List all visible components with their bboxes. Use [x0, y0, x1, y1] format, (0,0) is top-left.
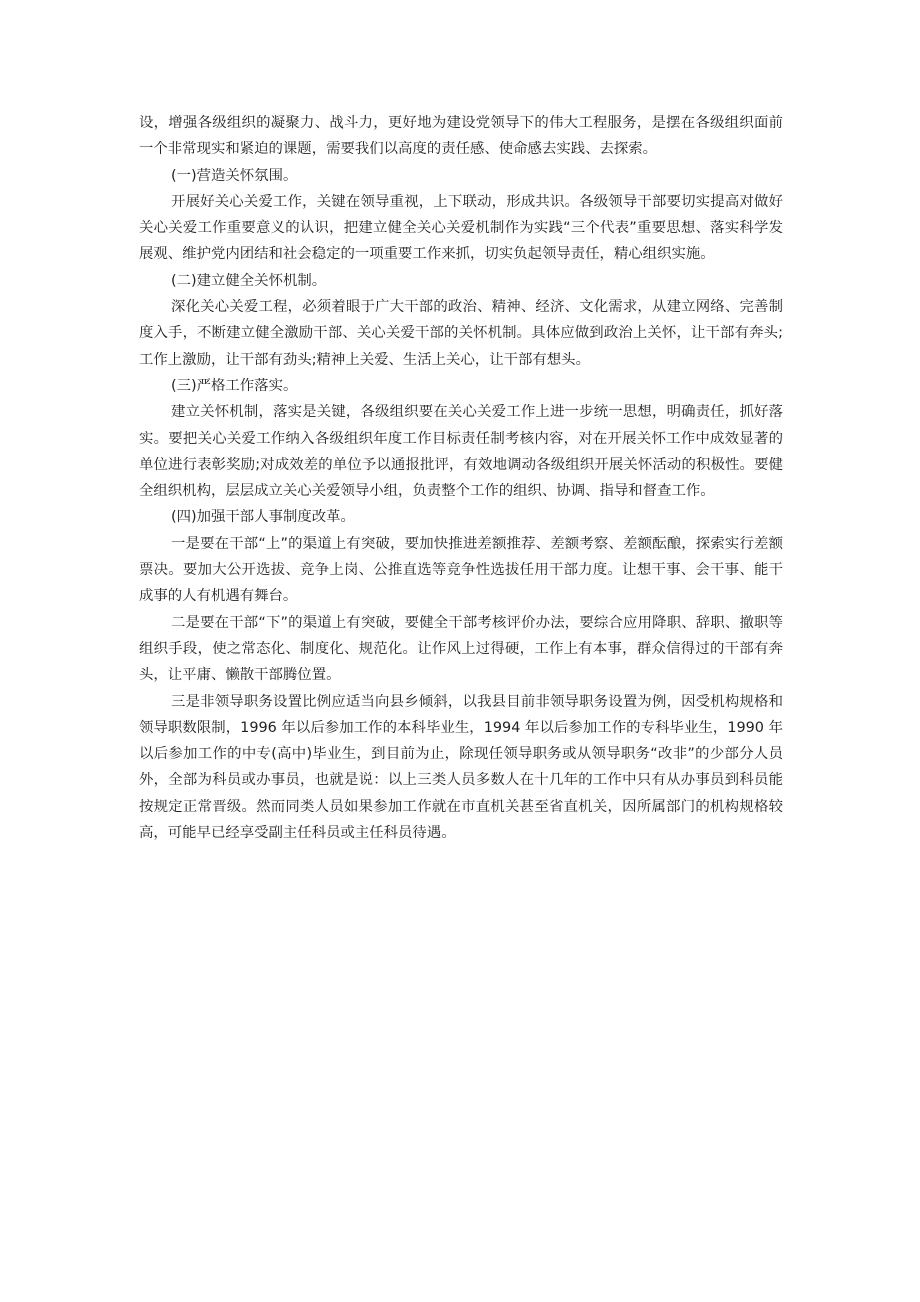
paragraph-section-3: 建立关怀机制，落实是关键，各级组织要在关心关爱工作上进一步统一思想，明确责任，抓好落实。要把关心关爱工作纳入各级组织年度工作目标责任制考核内容，对在开展关怀工作中成效显著的单位进行表彰奖励;对成效差的单位予以通报批评，有效地调动各级组织开展关怀活动的积极性。要健全组织机构，层层成立关心关爱领导小组，负责整个工作的组织、协调、指导和督查工作。 [139, 404, 783, 500]
section-heading-2: (二)建立健全关怀机制。 [171, 272, 327, 289]
paragraph-section-4-part-2: 二是要在干部“下”的渠道上有突破，要健全干部考核评价办法，要综合应用降职、辞职、撤职等组织手段，使之常态化、制度化、规范化。让作风上过得硬，工作上有本事，群众信得过的干部有奔头，让平庸、懒散干部腾位置。 [139, 614, 783, 684]
paragraph-intro: 设，增强各级组织的凝聚力、战斗力，更好地为建设党领导下的伟大工程服务，是摆在各级组织面前一个非常现实和紧迫的课题，需要我们以高度的责任感、使命感去实践、去探索。 [139, 115, 783, 158]
section-heading-3: (三)严格工作落实。 [171, 377, 298, 394]
section-heading-4: (四)加强干部人事制度改革。 [171, 509, 355, 526]
paragraph-section-2: 深化关心关爱工程，必须着眼于广大干部的政治、精神、经济、文化需求，从建立网络、完善制度入手，不断建立健全激励干部、关心关爱干部的关怀机制。具体应做到政治上关怀，让干部有奔头;工作上激励，让干部有劲头;精神上关爱、生活上关心，让干部有想头。 [139, 299, 783, 368]
paragraph-section-4-part-1: 一是要在干部“上”的渠道上有突破，要加快推进差额推荐、差额考察、差额酝酿，探索实行差额票决。要加大公开选拔、竞争上岗、公推直选等竞争性选拔任用干部力度。让想干事、会干事、能干成事的人有机遇有舞台。 [139, 535, 783, 605]
document-body [139, 110, 783, 846]
paragraph-section-4-part-3: 三是非领导职务设置比例应适当向县乡倾斜，以我县目前非领导职务设置为例，因受机构规格和领导职数限制，1996 年以后参加工作的本科毕业生，1994 年以后参加工作的专科毕业生，1990 年以后参加工作的中专(高中)毕业生，到目前为止，除现任领导职务或从领导职务“改非”的少部分人员外，全部为科员或办事员，也就是说：以上三类人员多数人在十几年的工作中只有从办事员到科员能按规定正常晋级。然而同类人员如果参加工作就在市直机关甚至省直机关，因所属部门的机构规格较高，可能早已经享受副主任科员或主任科员待遇。 [139, 693, 783, 842]
paragraph-section-1: 开展好关心关爱工作，关键在领导重视，上下联动，形成共识。各级领导干部要切实提高对做好关心关爱工作重要意义的认识，把建立健全关心关爱机制作为实践“三个代表”重要思想、落实科学发展观、维护党内团结和社会稳定的一项重要工作来抓，切实负起领导责任，精心组织实施。 [139, 193, 783, 263]
section-heading-1: (一)营造关怀氛围。 [171, 167, 298, 184]
